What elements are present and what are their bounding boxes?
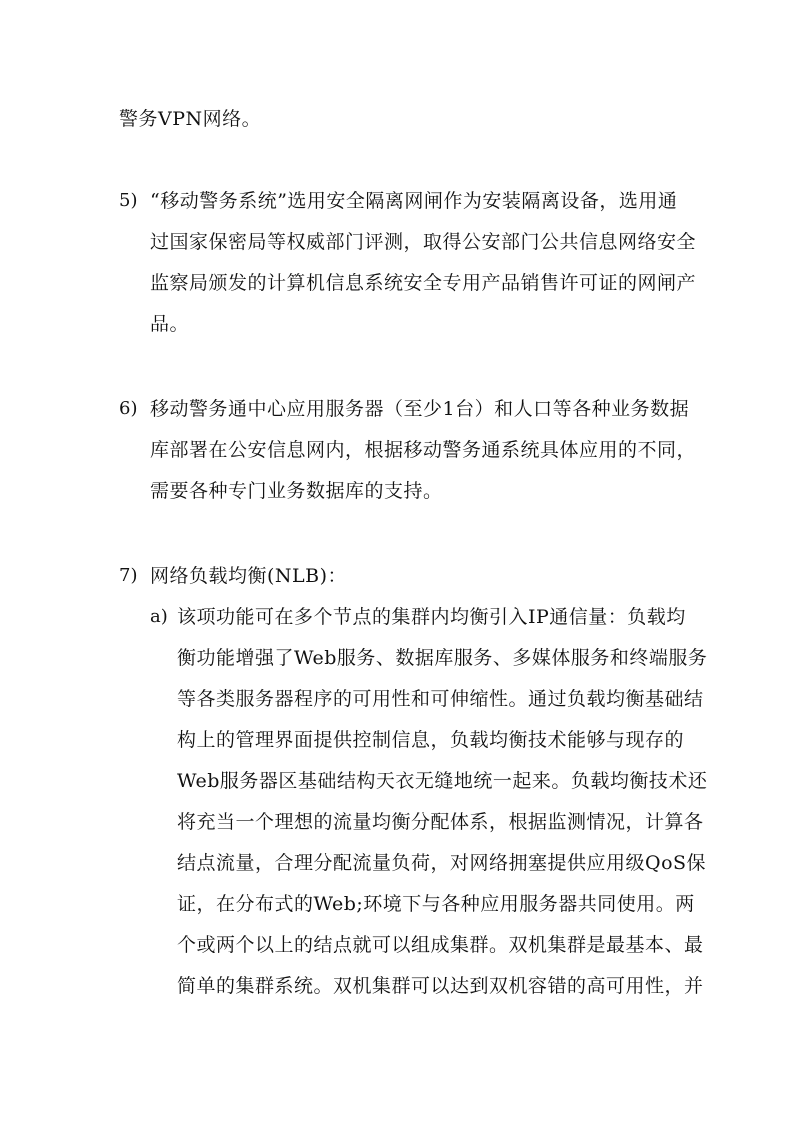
item-5-number: 5) (119, 190, 138, 211)
sub-item-a-line: 衡功能增强了Web服务、数据库服务、多媒体服务和终端服务 (177, 647, 708, 669)
intro-line: 警务VPN网络。 (119, 108, 262, 130)
sub-item-a-line: 个或两个以上的结点就可以组成集群。双机集群是最基本、最 (177, 934, 704, 956)
sub-item-a-line: 证，在分布式的Web;环境下与各种应用服务器共同使用。两 (177, 893, 695, 915)
sub-item-a-line: 等各类服务器程序的可用性和可伸缩性。通过负载均衡基础结 (177, 688, 704, 710)
sub-item-a-line: Web服务器区基础结构天衣无缝地统一起来。负载均衡技术还 (177, 770, 708, 792)
sub-item-a-line: 将充当一个理想的流量均衡分配体系，根据监测情况，计算各 (177, 811, 704, 833)
item-5-line: 品。 (150, 313, 190, 335)
sub-item-a-marker: a) (150, 606, 168, 627)
item-5-line: “移动警务系统”选用安全隔离网闸作为安装隔离设备，选用通 (150, 190, 678, 212)
sub-item-a-line: 结点流量，合理分配流量负荷，对网络拥塞提供应用级QoS保 (177, 852, 707, 874)
item-6-line: 需要各种专门业务数据库的支持。 (150, 480, 443, 502)
sub-item-a-line: 构上的管理界面提供控制信息，负载均衡技术能够与现存的 (177, 729, 685, 751)
sub-item-a-line: 简单的集群系统。双机集群可以达到双机容错的高可用性，并 (177, 975, 704, 997)
item-6-line: 移动警务通中心应用服务器（至少1台）和人口等各种业务数据 (150, 398, 690, 420)
item-5-line: 过国家保密局等权威部门评测，取得公安部门公共信息网络安全 (150, 231, 697, 253)
item-6-number: 6) (119, 398, 138, 419)
item-6-line: 库部署在公安信息网内，根据移动警务通系统具体应用的不同， (150, 439, 697, 461)
item-5-line: 监察局颁发的计算机信息系统安全专用产品销售许可证的网闸产 (150, 272, 697, 294)
item-7-heading: 网络负载均衡(NLB)： (150, 565, 348, 587)
sub-item-a-line: 该项功能可在多个节点的集群内均衡引入IP通信量：负载均 (177, 606, 686, 628)
item-7-number: 7) (119, 565, 138, 586)
